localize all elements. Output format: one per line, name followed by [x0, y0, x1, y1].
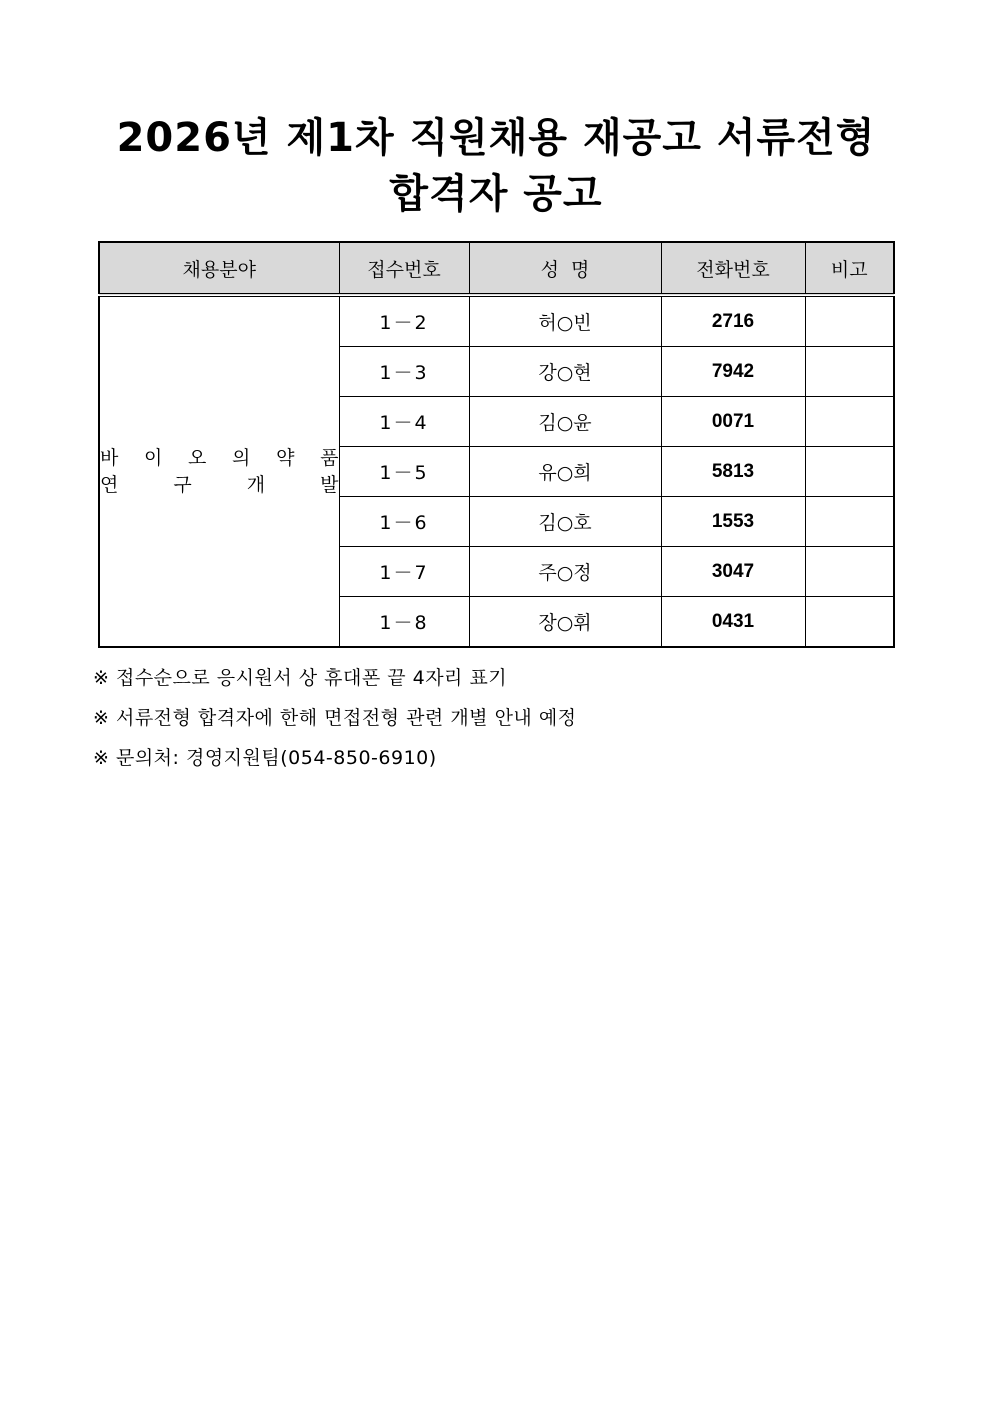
field-char: 약: [276, 446, 295, 469]
field-char: 품: [320, 446, 339, 469]
header-field: 채용분야: [99, 242, 339, 295]
row-name: 장○휘: [469, 597, 661, 648]
row-number: 1－4: [339, 397, 469, 447]
field-char: 개: [246, 473, 266, 496]
row-note: [805, 547, 894, 597]
page-subtitle: 합격자 공고: [389, 171, 603, 217]
row-number: 1－8: [339, 597, 469, 648]
row-name: 김○윤: [469, 397, 661, 447]
field-char: 오: [188, 446, 207, 469]
field-line-1: [100, 445, 339, 472]
note-item: ※ 접수순으로 응시원서 상 휴대폰 끝 4자리 표기: [93, 667, 508, 689]
row-number: 1－5: [339, 447, 469, 497]
row-number: 1－6: [339, 497, 469, 547]
row-note: [805, 295, 894, 347]
table-header-row: [99, 242, 894, 295]
header-name: 성 명: [469, 242, 661, 295]
field-char: 발: [320, 473, 339, 496]
row-phone: 0071: [661, 397, 805, 447]
row-number: 1－7: [339, 547, 469, 597]
field-char: 연: [100, 473, 119, 496]
row-number: 1－2: [339, 295, 469, 347]
row-note: [805, 447, 894, 497]
header-note: 비고: [805, 242, 894, 295]
row-phone: 2716: [661, 295, 805, 347]
field-char: 이: [144, 446, 163, 469]
header-phone: 전화번호: [661, 242, 805, 295]
table-row: [99, 295, 894, 347]
note-item: ※ 문의처: 경영지원팀(054-850-6910): [93, 747, 437, 769]
row-name: 유○희: [469, 447, 661, 497]
row-phone: 0431: [661, 597, 805, 648]
notes: [93, 660, 577, 780]
result-table: [98, 241, 895, 648]
header-number: 접수번호: [339, 242, 469, 295]
row-phone: 3047: [661, 547, 805, 597]
row-name: 주○정: [469, 547, 661, 597]
row-number: 1－3: [339, 347, 469, 397]
row-name: 허○빈: [469, 295, 661, 347]
row-note: [805, 597, 894, 648]
row-phone: 7942: [661, 347, 805, 397]
row-phone: 1553: [661, 497, 805, 547]
field-line-2: [100, 472, 339, 499]
row-note: [805, 347, 894, 397]
row-phone: 5813: [661, 447, 805, 497]
field-char: 구: [173, 473, 192, 496]
note-item: ※ 서류전형 합격자에 한해 면접전형 관련 개별 안내 예정: [93, 707, 577, 729]
field-char: 바: [100, 446, 119, 469]
field-cell: [99, 295, 339, 647]
row-name: 강○현: [469, 347, 661, 397]
row-note: [805, 397, 894, 447]
row-note: [805, 497, 894, 547]
field-char: 의: [232, 446, 251, 469]
page-title: 2026년 제1차 직원채용 재공고 서류전형: [116, 115, 876, 161]
row-name: 김○호: [469, 497, 661, 547]
